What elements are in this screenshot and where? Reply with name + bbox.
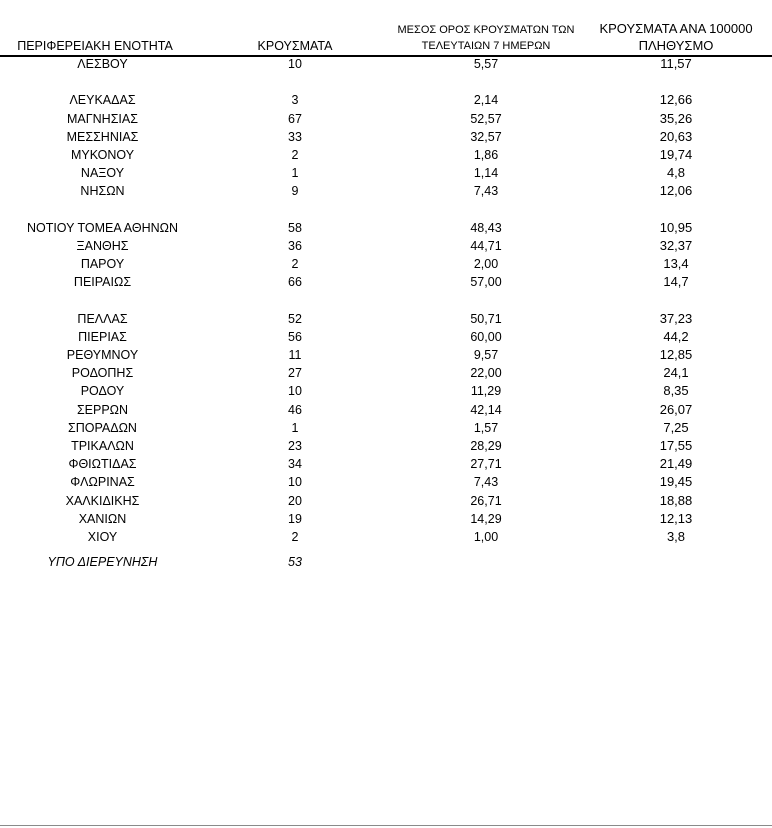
cases-cell: 36 <box>288 238 302 253</box>
cases-per-100k-cell: 21,49 <box>659 456 693 472</box>
header-region: ΠΕΡΙΦΕΡΕΙΑΚΗ ΕΝΟΤΗΤΑ <box>17 39 173 53</box>
cases-per-100k-cell: 12,13 <box>659 510 693 526</box>
region-cell: ΜΕΣΣΗΝΙΑΣ <box>66 129 139 144</box>
cases-cell: 67 <box>288 111 302 126</box>
seven-day-average-cell: 44,71 <box>470 238 502 253</box>
seven-day-average-cell: 22,00 <box>470 366 502 381</box>
seven-day-average-cell: 1,00 <box>473 529 499 544</box>
table-row <box>0 401 772 419</box>
region-cell: ΡΟΔΟΠΗΣ <box>71 366 134 381</box>
spacer-row <box>0 291 772 309</box>
cases-per-100k-cell: 20,63 <box>659 128 693 144</box>
cases-cell: 10 <box>288 57 302 71</box>
table-row <box>0 237 772 255</box>
cases-cell: 23 <box>288 438 302 453</box>
region-cell: ΤΡΙΚΑΛΩΝ <box>71 438 134 453</box>
cases-cell: 66 <box>288 275 302 290</box>
table-row <box>0 437 772 455</box>
table-row <box>0 455 772 473</box>
seven-day-average-cell: 32,57 <box>470 129 502 144</box>
seven-day-average-cell: 42,14 <box>470 402 502 417</box>
table-row <box>0 492 772 510</box>
seven-day-average-cell: 1,14 <box>473 166 499 181</box>
cases-cell: 56 <box>288 329 302 344</box>
cases-per-100k-cell: 19,45 <box>659 474 693 490</box>
header-seven-day-average <box>386 22 586 54</box>
cases-cell: 19 <box>288 511 302 526</box>
seven-day-average-cell: 28,29 <box>470 438 502 453</box>
cases-per-100k-cell: 3,8 <box>666 528 686 544</box>
cases-cell: 1 <box>291 166 299 181</box>
region-cell: ΛΕΣΒΟΥ <box>77 57 128 71</box>
cases-per-100k-cell: 7,25 <box>663 419 689 435</box>
region-cell: ΣΕΡΡΩΝ <box>76 402 129 417</box>
table-row <box>0 382 772 400</box>
table-row <box>0 528 772 546</box>
table-row <box>0 255 772 273</box>
cases-cell: 10 <box>288 475 302 490</box>
cases-per-100k-cell: 8,35 <box>663 383 689 399</box>
cases-cell: 52 <box>288 311 302 326</box>
region-cell: ΝΟΤΙΟΥ ΤΟΜΕΑ ΑΘΗΝΩΝ <box>26 220 179 235</box>
table-row <box>0 164 772 182</box>
cases-cell: 9 <box>291 184 299 199</box>
cases-cell: 10 <box>288 384 302 399</box>
seven-day-average-cell: 11,29 <box>470 384 502 399</box>
region-cell: ΝΗΣΩΝ <box>80 184 125 199</box>
table-row <box>0 473 772 491</box>
header-avg-line-1: ΜΕΣΟΣ ΟΡΟΣ ΚΡΟΥΣΜΑΤΩΝ ΤΩΝ <box>397 24 575 36</box>
table-row <box>0 510 772 528</box>
region-cell: ΧΑΝΙΩΝ <box>78 511 127 526</box>
seven-day-average-cell: 1,86 <box>473 147 499 162</box>
table-row <box>0 55 772 73</box>
region-cell: ΞΑΝΘΗΣ <box>76 238 129 253</box>
table-body <box>0 55 772 546</box>
table-row <box>0 419 772 437</box>
table-row <box>0 182 772 200</box>
seven-day-average-cell: 57,00 <box>470 275 502 290</box>
cases-per-100k-cell: 18,88 <box>659 492 693 508</box>
seven-day-average-cell: 7,43 <box>473 184 499 199</box>
cases-per-100k-cell: 12,06 <box>659 183 693 199</box>
region-cell: ΣΠΟΡΑΔΩΝ <box>68 420 137 435</box>
cases-per-100k-cell: 10,95 <box>659 219 693 235</box>
table-row <box>0 110 772 128</box>
cases-cell: 11 <box>288 348 302 362</box>
region-cell: ΠΙΕΡΙΑΣ <box>78 329 127 344</box>
under-investigation-label: ΥΠΟ ΔΙΕΡΕΥΝΗΣΗ <box>47 555 158 569</box>
cases-per-100k-cell: 19,74 <box>659 146 693 162</box>
table-header <box>0 0 772 55</box>
seven-day-average-cell: 2,00 <box>473 257 499 272</box>
region-cell: ΦΘΙΩΤΙΔΑΣ <box>68 457 137 472</box>
seven-day-average-cell: 52,57 <box>470 111 502 126</box>
table-row <box>0 146 772 164</box>
cases-per-100k-cell: 44,2 <box>663 328 689 344</box>
seven-day-average-cell: 14,29 <box>470 511 502 526</box>
seven-day-average-cell: 27,71 <box>470 457 502 472</box>
spacer-row <box>0 73 772 91</box>
cases-cell: 33 <box>288 129 302 144</box>
cases-per-100k-cell: 26,07 <box>659 401 693 417</box>
table-row <box>0 273 772 291</box>
region-cell: ΠΕΙΡΑΙΩΣ <box>73 275 132 290</box>
cases-per-100k-cell: 11,57 <box>660 56 692 71</box>
cases-cell: 34 <box>288 457 302 472</box>
cases-per-100k-cell: 37,23 <box>659 310 693 326</box>
table-row <box>0 310 772 328</box>
cases-per-100k-cell: 12,66 <box>659 92 693 108</box>
table-row <box>0 219 772 237</box>
cases-cell: 20 <box>288 493 302 508</box>
cases-cell: 2 <box>291 257 299 272</box>
seven-day-average-cell: 60,00 <box>470 329 502 344</box>
header-per-line-2: ΠΛΗΘΥΣΜΟ <box>638 38 714 53</box>
cases-cell: 1 <box>291 420 299 435</box>
region-cell: ΡΕΘΥΜΝΟΥ <box>66 348 139 362</box>
cases-cell: 2 <box>291 147 299 162</box>
seven-day-average-cell: 5,57 <box>473 57 499 71</box>
cases-cell: 58 <box>288 220 302 235</box>
under-investigation-cases: 53 <box>288 555 302 569</box>
cases-per-100k-cell: 35,26 <box>659 110 693 126</box>
region-cell: ΛΕΥΚΑΔΑΣ <box>69 93 136 108</box>
cases-per-100k-cell: 14,7 <box>663 274 689 290</box>
region-cell: ΠΑΡΟΥ <box>80 257 125 272</box>
cases-cell: 46 <box>288 402 302 417</box>
cases-cell: 3 <box>291 93 299 108</box>
seven-day-average-cell: 48,43 <box>470 220 502 235</box>
header-cases: ΚΡΟΥΣΜΑΤΑ <box>257 39 333 53</box>
table-row <box>0 346 772 364</box>
region-cell: ΡΟΔΟΥ <box>80 384 125 399</box>
spacer-row <box>0 201 772 219</box>
seven-day-average-cell: 7,43 <box>473 475 499 490</box>
table-row <box>0 128 772 146</box>
cases-per-100k-cell: 24,1 <box>663 365 689 381</box>
cases-per-100k-cell: 17,55 <box>659 437 693 453</box>
cases-cell: 2 <box>291 529 299 544</box>
cases-per-100k-cell: 32,37 <box>659 237 693 253</box>
cases-per-100k-cell: 13,4 <box>663 256 689 272</box>
under-investigation-row <box>0 553 772 571</box>
table-row <box>0 328 772 346</box>
region-cell: ΜΑΓΝΗΣΙΑΣ <box>67 111 138 126</box>
cases-per-100k-cell: 12,85 <box>659 347 693 362</box>
table-row <box>0 91 772 109</box>
region-cell: ΠΕΛΛΑΣ <box>77 311 128 326</box>
region-cell: ΧΙΟΥ <box>87 529 118 544</box>
header-avg-line-2: ΤΕΛΕΥΤΑΙΩΝ 7 ΗΜΕΡΩΝ <box>421 40 551 52</box>
header-per-line-1: ΚΡΟΥΣΜΑΤΑ ΑΝΑ 100000 <box>599 21 753 36</box>
bottom-divider <box>0 825 772 826</box>
cases-per-100k-cell: 4,8 <box>666 165 686 181</box>
seven-day-average-cell: 26,71 <box>470 493 502 508</box>
table-row <box>0 364 772 382</box>
region-cell: ΧΑΛΚΙΔΙΚΗΣ <box>65 493 140 508</box>
cases-cell: 27 <box>288 366 302 381</box>
seven-day-average-cell: 9,57 <box>473 348 499 362</box>
header-cases-per-100k <box>584 20 768 54</box>
region-cell: ΜΥΚΟΝΟΥ <box>70 147 135 162</box>
seven-day-average-cell: 2,14 <box>473 93 499 108</box>
seven-day-average-cell: 1,57 <box>473 420 499 435</box>
region-cell: ΝΑΞΟΥ <box>80 166 125 181</box>
seven-day-average-cell: 50,71 <box>470 311 502 326</box>
region-cell: ΦΛΩΡΙΝΑΣ <box>70 475 135 490</box>
